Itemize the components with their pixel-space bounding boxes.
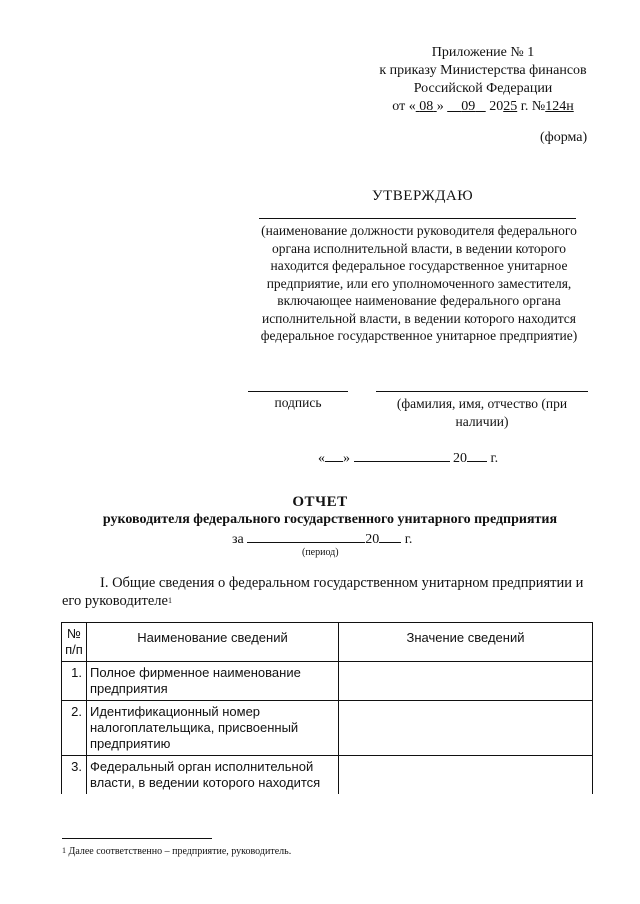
section-title xyxy=(62,574,592,610)
appendix-order-ref: к приказу Министерства финансов xyxy=(379,63,587,78)
period-blank xyxy=(247,530,365,543)
period-year-prefix: 20 xyxy=(365,532,380,547)
order-year-suffix: 25 xyxy=(503,99,518,114)
approval-year-suffix: г. xyxy=(490,451,499,466)
period-hint: (период) xyxy=(302,547,339,558)
order-month: 09 xyxy=(461,99,476,114)
row-num: 2. xyxy=(62,701,87,756)
fio-label: (фамилия, имя, отчество (при наличии) xyxy=(396,396,568,429)
table-row xyxy=(62,756,593,795)
footnote-separator xyxy=(62,838,212,839)
footnote-reference: 1 xyxy=(167,596,172,605)
footnote xyxy=(62,846,291,857)
order-number-label: г. № xyxy=(520,99,546,114)
fio-line xyxy=(376,391,588,392)
footnote-text: Далее соответственно – предприятие, руководитель. xyxy=(68,846,292,857)
date-open-quote: от « xyxy=(392,99,416,114)
approval-date-close-quote: » xyxy=(343,451,350,466)
row-value-cell[interactable] xyxy=(339,662,593,701)
approval-year-prefix: 20 xyxy=(453,451,467,466)
section-title-text: I. Общие сведения о федеральном государственном унитарном предприятии и его руководителе xyxy=(62,575,584,609)
report-subtitle: руководителя федерального государственного унитарного предприятия xyxy=(102,512,558,527)
header-value: Значение сведений xyxy=(339,623,593,662)
appendix-ministry: Российской Федерации xyxy=(413,81,553,96)
row-num: 3. xyxy=(62,756,87,795)
report-title: ОТЧЕТ xyxy=(292,494,348,510)
row-name: Федеральный орган исполнительной власти, в ведении которого находится xyxy=(87,756,339,795)
position-signature-line xyxy=(259,218,576,219)
row-value-cell[interactable] xyxy=(339,756,593,795)
footnote-mark: 1 xyxy=(62,846,66,855)
header-num: № п/п xyxy=(62,623,87,662)
order-number: 124н xyxy=(545,99,574,114)
approval-date-open-quote: « xyxy=(318,451,325,466)
row-value-cell[interactable] xyxy=(339,701,593,756)
approval-day-blank xyxy=(325,449,343,462)
period-year-blank xyxy=(379,530,401,543)
signature-label: подпись xyxy=(274,395,322,410)
approval-date-line xyxy=(318,449,498,467)
table-row xyxy=(62,662,593,701)
period-prefix: за xyxy=(232,532,244,547)
report-period-line xyxy=(232,530,412,548)
row-name: Полное фирменное наименование предприятия xyxy=(87,662,339,701)
period-suffix: г. xyxy=(404,532,413,547)
header-name: Наименование сведений xyxy=(87,623,339,662)
general-info-table xyxy=(61,622,593,794)
form-label: (форма) xyxy=(540,130,588,145)
appendix-title: Приложение № 1 xyxy=(431,45,535,60)
order-day: 08 xyxy=(419,99,434,114)
approval-year-blank xyxy=(467,449,487,462)
approval-month-blank xyxy=(354,449,450,462)
appendix-order-date xyxy=(368,98,598,116)
table-row xyxy=(62,701,593,756)
signature-line xyxy=(248,391,348,392)
position-description: (наименование должности руководителя федерального органа исполнительной власти, в ведении которого находится федеральное государственное унитарное предприятие, или его уполномоченного заместителя, включающее наименование федерального органа исполнительной власти, в ведении которого находится федеральное государственное унитарное предприятие) xyxy=(260,223,578,343)
row-name: Идентификационный номер налогоплательщика, присвоенный предприятию xyxy=(87,701,339,756)
order-year-prefix: 20 xyxy=(489,99,504,114)
date-close-quote: » xyxy=(436,99,444,114)
table-header-row xyxy=(62,623,593,662)
appendix-header xyxy=(368,44,598,116)
row-num: 1. xyxy=(62,662,87,701)
approve-heading: УТВЕРЖДАЮ xyxy=(372,188,474,204)
